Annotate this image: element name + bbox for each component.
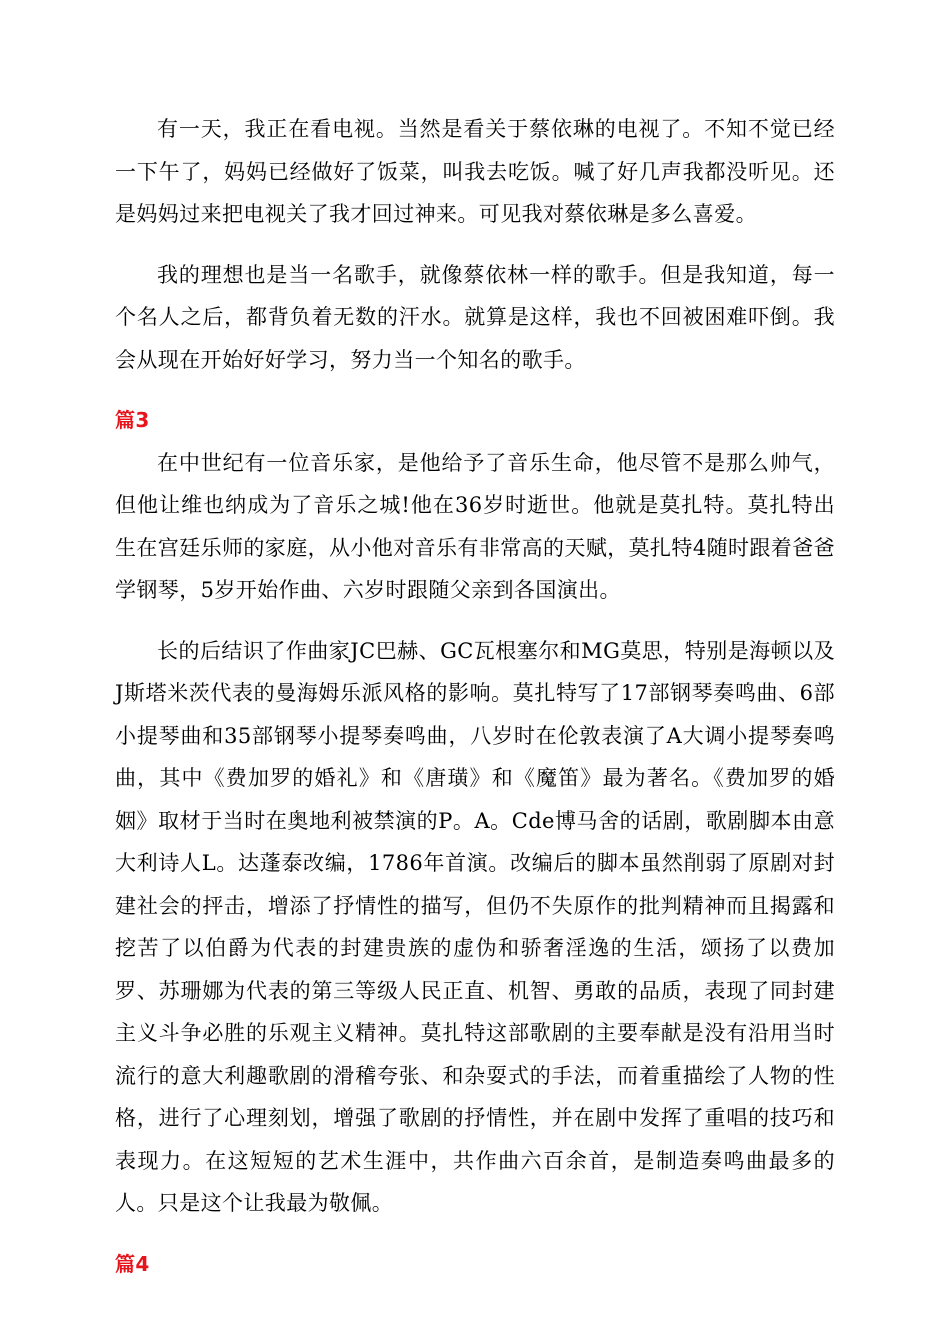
paragraph: 长的后结识了作曲家JC巴赫、GC瓦根塞尔和MG莫思，特别是海顿以及J斯塔米茨代表的曼海姆乐派风格的影响。莫扎特写了17部钢琴奏鸣曲、6部小提琴曲和35部钢琴小提琴奏鸣曲，八岁时在伦敦表演了A大调小提琴奏鸣曲，其中《费加罗的婚礼》和《唐璜》和《魔笛》最为著名。《费加罗的婚姻》取材于当时在奥地利被禁演的P。A。Cde博马舍的话剧，歌剧脚本由意大利诗人L。达蓬泰改编，1786年首演。改编后的脚本虽然削弱了原剧对封建社会的抨击，增添了抒情性的描写，但仍不失原作的批判精神而且揭露和挖苦了以伯爵为代表的封建贵族的虚伪和骄奢淫逸的生活，颂扬了以费加罗、苏珊娜为代表的第三等级人民正直、机智、勇敢的品质，表现了同封建主义斗争必胜的乐观主义精神。莫扎特这部歌剧的主要奉献是没有沿用当时流行的意大利趣歌剧的滑稽夸张、和杂耍式的手法，而着重描绘了人物的性格，进行了心理刻划，增强了歌剧的抒情性，并在剧中发挥了重唱的技巧和表现力。在这短短的艺术生涯中，共作曲六百余首，是制造奏鸣曲最多的人。只是这个让我最为敬佩。 <box>115 638 835 1215</box>
paragraph-gap <box>115 236 835 254</box>
paragraph-gap <box>115 381 835 399</box>
document-page <box>115 108 835 1285</box>
section-heading-4: 篇4 <box>115 1251 150 1276</box>
paragraph: 在中世纪有一位音乐家，是他给予了音乐生命，他尽管不是那么帅气，但他让维也纳成为了音乐之城!他在36岁时逝世。他就是莫扎特。莫扎特出生在宫廷乐师的家庭，从小他对音乐有非常高的天赋，莫扎特4随时跟着爸爸学钢琴，5岁开始作曲、六岁时跟随父亲到各国演出。 <box>115 450 835 602</box>
paragraph: 我的理想也是当一名歌手，就像蔡依林一样的歌手。但是我知道，每一个名人之后，都背负着无数的汗水。就算是这样，我也不回被困难吓倒。我会从现在开始好好学习，努力当一个知名的歌手。 <box>115 262 835 372</box>
paragraph-gap <box>115 1225 835 1243</box>
section-heading-3: 篇3 <box>115 408 150 432</box>
paragraph-gap <box>115 612 835 630</box>
paragraph: 有一天，我正在看电视。当然是看关于蔡依琳的电视了。不知不觉已经一下午了，妈妈已经做好了饭菜，叫我去吃饭。喊了好几声我都没听见。还是妈妈过来把电视关了我才回过神来。可见我对蔡依琳是多么喜爱。 <box>115 117 835 226</box>
